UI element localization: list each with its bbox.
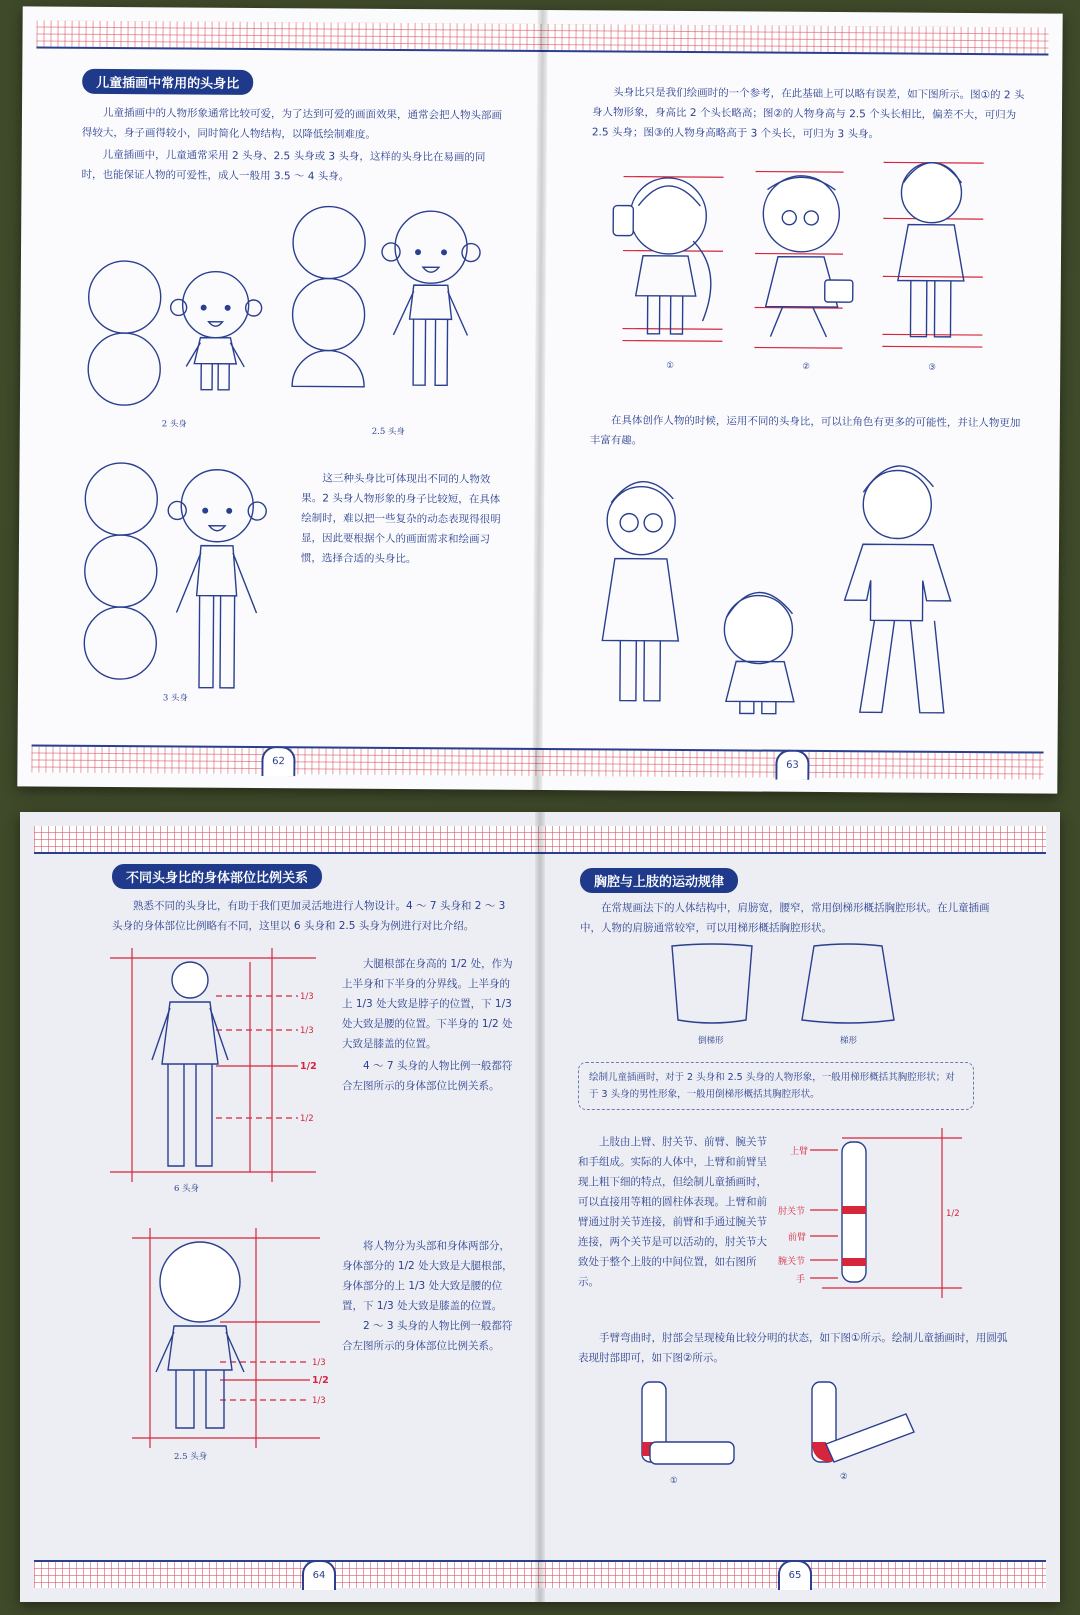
page-63 xyxy=(539,10,1062,794)
page-62 xyxy=(17,6,540,790)
fraction-label: 1/3 xyxy=(300,1026,314,1036)
caption-trapezoid: 梯形 xyxy=(840,1036,858,1046)
paragraph: 手臂弯曲时，肘部会呈现棱角比较分明的状态，如下图①所示。绘制儿童插画时，用圆弧表现肘部即可，如下图②所示。 xyxy=(578,1332,1008,1364)
page-number: 62 xyxy=(261,746,295,776)
fraction-label: 1/2 xyxy=(300,1061,317,1072)
paragraph: 在常规画法下的人体结构中，肩膀宽，腰窄，常用倒梯形概括胸腔形状。在儿童插画中，人物的肩膀通常较窄，可以用梯形概括胸腔形状。 xyxy=(580,902,990,934)
paragraph: 这三种头身比可体现出不同的人物效果。2 头身人物形象的身子比较短，在具体绘制时，难以把一些复杂的动态表现得很明显，因此要根据个人的画面需求和绘画习惯，选择合适的头身比。 xyxy=(300,472,501,566)
section-heading: 胸腔与上肢的运动规律 xyxy=(580,868,738,893)
caption-inverted-trapezoid: 倒梯形 xyxy=(698,1036,724,1046)
fraction-label: 1/2 xyxy=(946,1209,960,1219)
figure-label: ① xyxy=(666,360,674,371)
book-spread-top xyxy=(17,6,1062,793)
paragraph: 2 ～ 3 头身的人物比例一般都符合左图所示的身体部位比例关系。 xyxy=(342,1320,513,1352)
paragraph: 头身比只是我们绘画时的一个参考，在此基础上可以略有误差，如下图所示。图①的 2 头身人物形象，身高比 2 个头长略高；图②的人物身高与 2.5 个头长相比，偏差不大，可归为 2.5 头身；图③的人物身高略高于 3 个头长，可归为 3 头身。 xyxy=(591,86,1025,141)
paragraph: 在具体创作人物的时候，运用不同的头身比，可以让角色有更多的可能性，并让人物更加丰富有趣。 xyxy=(589,414,1021,447)
label-forearm: 前臂 xyxy=(788,1233,807,1243)
page-number: 64 xyxy=(302,1560,336,1590)
fraction-label: 1/2 xyxy=(300,1114,314,1124)
paragraph: 4 ～ 7 头身的人物比例一般都符合左图所示的身体部位比例关系。 xyxy=(342,1060,513,1092)
arm-bend-diagrams xyxy=(542,812,1060,1572)
head-ratio-figures xyxy=(18,6,541,710)
caption-3-head: 3 头身 xyxy=(162,693,189,704)
paragraph: 儿童插画中的人物形象通常比较可爱，为了达到可爱的画面效果，通常会把人物头部画得较大，身子画得较小，同时简化人物结构，以降低绘制难度。 xyxy=(81,106,503,141)
paragraph: 大腿根部在身高的 1/2 处，作为上半身和下半身的分界线。上半身的上 1/3 处大致是脖子的位置，下 1/3 处大致是腰的位置。下半身的 1/2 处大致是膝盖的位置。 xyxy=(342,958,513,1050)
caption-2-5-head: 2.5 头身 xyxy=(174,1452,208,1462)
paragraph: 儿童插画中，儿童通常采用 2 头身、2.5 头身或 3 头身，这样的头身比在易画的同时，也能保证人物的可爱性，成人一般用 3.5 ～ 4 头身。 xyxy=(81,148,486,183)
tip-note: 绘制儿童插画时，对于 2 头身和 2.5 头身的人物形象，一般用梯形概括其胸腔形状；对于 3 头身的男性形象，一般用倒梯形概括其胸腔形状。 xyxy=(578,1062,974,1110)
two-five-head-proportion-diagram xyxy=(20,812,538,1572)
section-heading: 儿童插画中常用的头身比 xyxy=(82,69,253,95)
paragraph: 上肢由上臂、肘关节、前臂、腕关节和手组成。实际的人体中，上臂和前臂呈现上粗下细的特点，但绘制儿童插画时，可以直接用等粗的圆柱体表现。上臂和前臂通过肘关节连接，前臂和手通过腕关节连接，两个关节是可以活动的，肘关节大致处于整个上肢的中间位置，如右图所示。 xyxy=(578,1136,767,1288)
page-number: 63 xyxy=(775,750,809,780)
fraction-label: 1/2 xyxy=(312,1375,329,1386)
page-65 xyxy=(542,812,1060,1602)
label-upper-arm: 上臂 xyxy=(790,1147,809,1157)
label-elbow: 肘关节 xyxy=(778,1207,806,1217)
paragraph: 熟悉不同的头身比，有助于我们更加灵活地进行人物设计。4 ～ 7 头身和 2 ～ 3 头身的身体部位比例略有不同，这里以 6 头身和 2.5 头身为例进行对比介绍。 xyxy=(112,900,506,932)
fraction-label: 1/3 xyxy=(300,992,314,1002)
caption-6-head: 6 头身 xyxy=(174,1184,200,1194)
figure-label: ② xyxy=(802,361,810,372)
book-spread-bottom xyxy=(20,812,1060,1602)
caption-2-5-head: 2.5 头身 xyxy=(371,426,406,438)
caption-2-head: 2 头身 xyxy=(161,419,187,430)
label-wrist: 腕关节 xyxy=(778,1257,806,1267)
section-heading: 不同头身比的身体部位比例关系 xyxy=(112,864,322,889)
fraction-label: 1/3 xyxy=(312,1358,326,1368)
figure-label: ② xyxy=(840,1472,848,1482)
page-number: 65 xyxy=(778,1560,812,1590)
figure-label: ③ xyxy=(928,362,936,373)
page-64 xyxy=(20,812,538,1602)
character-illustrations xyxy=(539,10,1062,774)
fraction-label: 1/3 xyxy=(312,1396,326,1406)
label-hand: 手 xyxy=(796,1275,806,1285)
figure-label: ① xyxy=(670,1476,678,1486)
paragraph: 将人物分为头部和身体两部分，身体部分的 1/2 处大致是大腿根部，身体部分的上 1/3 处大致是腰的位置，下 1/3 处大致是膝盖的位置。 xyxy=(342,1240,513,1312)
